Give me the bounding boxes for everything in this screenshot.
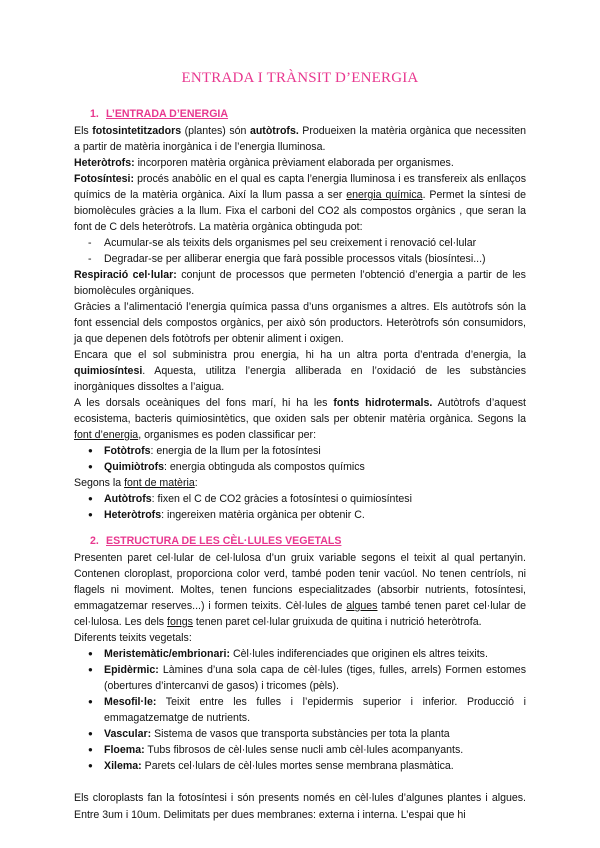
paragraph-respiracio [74,267,526,299]
text-run: Làmines d’una sola capa de cèl·lules (tiges, fulles, arrels) Formen estomes (obertures d’intercanvi de gasos) i tricomes (pèls). [104,664,526,692]
section-2-heading [74,533,526,549]
term-fotosintesi: Fotosíntesi: [74,173,135,185]
text-run: : fixen el C de CO2 gràcies a fotosíntesi o quimiosíntesi [151,493,412,505]
paragraph-fotosintetitzadors [74,123,526,155]
document-body [74,106,526,824]
section-2-number: 2. [90,535,99,547]
paragraph-segons-materia [74,475,526,491]
text-run: tenen paret cel·lular gruixuda de quitina i nutrició heteròtrofa. [192,616,482,628]
section-1-heading [74,106,526,122]
term-quimiotrofs: Quimiòtrofs [104,461,165,473]
text-run: Encara que el sol subministra prou energia, hi ha un altra porta d’entrada d’energia, la [74,349,526,361]
paragraph-heterotrofs [74,155,526,171]
term-meristematic: Meristemàtic/embrionari: [104,648,230,660]
bullet-list-teixits [74,646,526,774]
underlined-fongs: fongs [167,616,193,628]
text-run: (plantes) són [181,125,250,137]
list-item [74,507,526,523]
paragraph-gracies: Gràcies a l’alimentació l’energia química passa d’uns organismes a altres. Els autòtrofs són la font essencial dels compostos orgànics, per això són productors. Heteròtrofs són consumidors, ja que depenen dels fotòtrofs per obtenir aliment i oxigen. [74,301,526,345]
text-run: incorporen matèria orgànica prèviament elaborada per organismes. [134,157,454,169]
term-heterotrofs: Heteròtrofs: [74,157,135,169]
text-run: . Aquesta, utilitza l’energia alliberada en l’oxidació de les substàncies inorgàniques dissoltes a l’aigua. [74,365,526,393]
text-run: Parets cel·lulars de cèl·lules mortes sense membrana plasmàtica. [141,760,454,772]
text-run: Autòtrofs d’aquest ecosistema, bacteris quimiosintètics, que oxiden sals per obtenir matèria orgànica. Segons la [74,397,526,425]
text-run: també tenen paret cel·lular de cel·lulosa. Les dels [74,600,526,628]
underlined-algues: algues [346,600,378,612]
text-run: , organismes es poden classificar per: [138,429,317,441]
text-run: conjunt de processos que permeten l’obtenció d’energia a partir de les biomolècules orgàniques. [74,269,526,297]
text-run: : energia obtinguda als compostos químics [164,461,365,473]
term-fotosintetitzadors: fotosintetitzadors [92,125,182,137]
document-title: ENTRADA I TRÀNSIT D’ENERGIA [181,70,419,86]
underlined-font-materia: font de matèria [124,477,195,489]
list-item: - Acumular-se als teixits dels organismes pel seu creixement i renovació cel·lular [74,235,526,251]
term-mesofille: Mesofil·le: [104,696,157,708]
text-run: Cèl·lules indiferenciades que originen els altres teixits. [230,648,488,660]
term-vascular: Vascular: [104,728,152,740]
paragraph-fotosintesi [74,171,526,235]
underlined-font-energia: font d’energia [74,429,139,441]
text-run: Els [74,125,93,137]
text-run: : ingereixen matèria orgànica per obtenir C. [161,509,365,521]
list-item [74,459,526,475]
term-floema: Floema: [104,744,145,756]
term-epidermic: Epidèrmic: [104,664,159,676]
paragraph-quimiosintesi [74,347,526,395]
text-run: procés anabòlic en el qual es capta l’energia lluminosa i es transfereix als enllaços químics de la matèria orgànica. Així la llum passa a ser [74,173,526,201]
text-run: . Permet la síntesi de biomolècules gràcies a la llum. Fixa el carboni del CO2 als compostos orgànics , que seran la font de C dels heteròtrofs. La matèria orgànica obtinguda pot: [74,189,526,233]
list-item: - Degradar-se per alliberar energia que farà possible processos vitals (biosíntesi...) [74,251,526,267]
text-run: Segons la [74,477,125,489]
term-xilema: Xilema: [104,760,142,772]
text-run: Sistema de vasos que transporta substàncies per tota la planta [151,728,450,740]
section-1-number: 1. [90,108,99,120]
term-fototrofs: Fotòtrofs [104,445,151,457]
term-autotrofs: autòtrofs. [249,125,299,137]
list-item [74,726,526,742]
paragraph-paret-cellular [74,550,526,630]
term-autotrofs: Autòtrofs [104,493,152,505]
spacer [74,523,526,533]
section-1-title: L’ENTRADA D’ENERGIA [106,108,229,120]
term-quimiosintesi: quimiosíntesi [74,365,143,377]
paragraph-diferents-teixits: Diferents teixits vegetals: [74,632,192,644]
paragraph-dorsals [74,395,526,443]
list-item [74,694,526,726]
dash-list-materia-organica [74,235,526,267]
paragraph-cloroplasts: Els cloroplasts fan la fotosíntesi i són presents només en cèl·lules d’algunes plantes i algues. Entre 3um i 10um. Delimitats per dues membranes: externa i interna. L’espai que hi [74,792,526,821]
text-run: Teixit entre les fulles i l’epidermis superior i inferior. Producció i emmagatzematge de nutrients. [104,696,526,724]
list-item [74,742,526,758]
text-run: : [194,477,198,489]
text-run: Produeixen la matèria orgànica que necessiten a partir de matèria inorgànica i de l’energia lluminosa. [74,125,526,153]
text-run: Tubs fibrosos de cèl·lules sense nucli amb cèl·lules acompanyants. [144,744,464,756]
list-item [74,443,526,459]
text-run: Presenten paret cel·lular de cel·lulosa d’un gruix variable segons el teixit al qual pertanyin. Contenen cloroplast, proporciona color verd, també poden tenir vacúol. No tenen centríols, ni flagels ni moviment. Moltes, tenen funcions especialitzades (absorbir nutrients, fotosíntesi, emmagatzemar reserves...) i formen teixits. Cèl·lules de [74,552,526,612]
list-item [74,491,526,507]
term-fonts-hidrotermals: fonts hidrotermals. [333,397,433,409]
bullet-list-font-energia [74,443,526,475]
text-run: : energia de la llum per la fotosíntesi [150,445,321,457]
term-heterotrofs: Heteròtrofs [104,509,162,521]
term-respiracio-cellular: Respiració cel·lular: [74,269,177,281]
text-run: A les dorsals oceàniques del fons marí, hi ha les [74,397,334,409]
section-2-title: ESTRUCTURA DE LES CÈL·LULES VEGETALS [106,535,342,547]
bullet-list-font-materia [74,491,526,523]
underlined-energia-quimica: energia química [346,189,423,201]
list-item [74,646,526,662]
spacer [74,774,526,790]
list-item [74,758,526,774]
list-item [74,662,526,694]
